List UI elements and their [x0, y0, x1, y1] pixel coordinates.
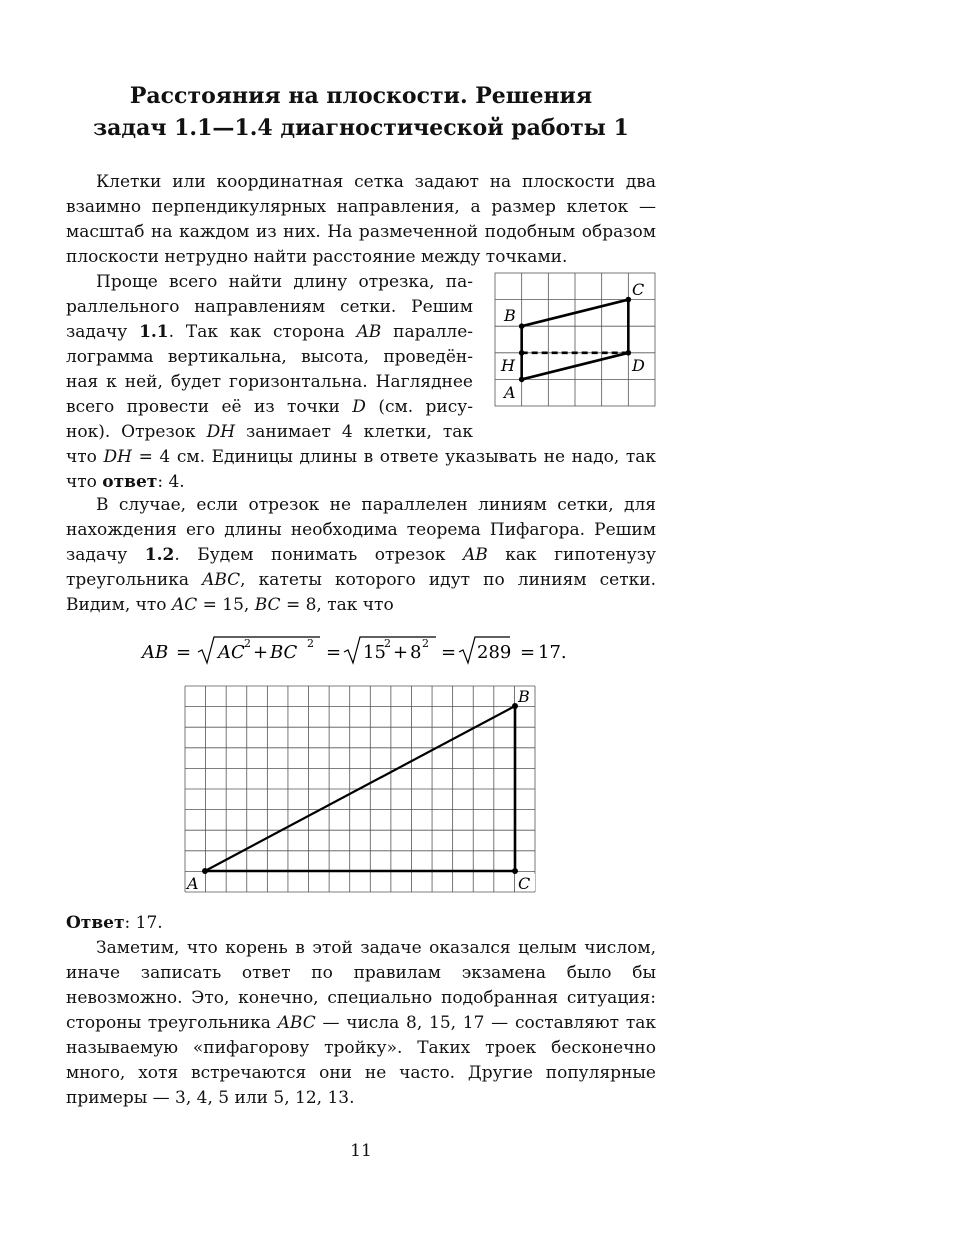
text: что — [66, 447, 104, 467]
title-line-1: Расстояния на плоскости. Решения — [129, 83, 593, 109]
text: = 4 см. Единицы длины в ответе указывать не надо, так что — [66, 447, 656, 492]
f1-exp-2: 2 — [307, 637, 314, 650]
hypotenuse-ab — [205, 706, 515, 871]
f2-plus: + — [393, 642, 409, 663]
eq-4: = — [520, 642, 536, 663]
f1-ac: AC — [218, 642, 245, 663]
label-h: H — [501, 356, 515, 375]
math-var: AB — [462, 545, 488, 565]
math-var: ABC — [277, 1013, 316, 1033]
label-c2: C — [518, 874, 531, 893]
text: . Так как сторона — [168, 322, 357, 342]
answer-label: Ответ — [66, 913, 125, 933]
triangle — [205, 706, 515, 871]
label-b: B — [504, 306, 516, 325]
answer-word: ответ — [102, 472, 158, 492]
f1-exp-1: 2 — [244, 637, 251, 650]
text: паралле- — [381, 322, 473, 342]
f-result: 17. — [538, 642, 567, 663]
label-d: D — [632, 356, 645, 375]
task-ref: 1.2 — [144, 545, 175, 565]
label-a2: A — [187, 874, 199, 893]
text: , катеты которого идут по линиям сетки. Видим, что — [66, 570, 656, 615]
label-c: C — [632, 280, 645, 299]
math-var: AB — [356, 322, 382, 342]
text: — числа 8, 15, 17 — составляют так называемую «пифагорову тройку». Таких троек бесконечно много, хотя встречаются они не часто. Другие популярные примеры — 3, 4, 5 или 5, 12, 13. — [66, 1013, 656, 1108]
p2-rest — [66, 445, 656, 495]
p2-line-2: раллельного направлениям сетки. Решим — [66, 297, 473, 317]
page-number: 11 — [350, 1141, 372, 1161]
figure-parallelogram — [494, 272, 656, 408]
formula-lhs: AB — [142, 642, 169, 663]
text: = 15, — [197, 595, 255, 615]
p2-line-6 — [66, 395, 473, 420]
math-var: BC — [254, 595, 281, 615]
p2-line-1: Проще всего найти длину отрезка, па- — [96, 272, 473, 292]
task-ref: 1.1 — [139, 322, 169, 342]
text: : 4. — [157, 472, 185, 492]
f2-15: 15 — [363, 642, 386, 663]
text: . Будем понимать отрезок — [174, 545, 463, 565]
paragraph-3 — [66, 493, 656, 618]
section-title — [0, 80, 722, 144]
text: всего провести её из точки — [66, 397, 353, 417]
f2-exp-2: 2 — [422, 637, 429, 650]
f2-8: 8 — [410, 642, 422, 663]
text: как гипотенузу треугольника — [66, 545, 656, 590]
f1-bc: BC — [270, 642, 298, 663]
paragraph-4 — [66, 936, 656, 1111]
f3-289: 289 — [477, 642, 512, 663]
math-var: D — [352, 397, 366, 417]
text: Заметим, что корень в этой задаче оказался целым числом, иначе записать ответ по правилам экзамена было бы невозможно. Это, конечно, специально подобранная ситуация: стороны треугольника — [66, 938, 656, 1033]
eq-3: = — [441, 642, 457, 663]
f2-exp-1: 2 — [384, 637, 391, 650]
text: задачу — [66, 322, 140, 342]
figure-triangle — [184, 685, 540, 895]
text: = 8, так что — [280, 595, 394, 615]
text: (см. рису- — [365, 397, 473, 417]
p2-line-4: лограмма вертикальна, высота, проведён- — [66, 347, 473, 367]
answer-line — [66, 911, 656, 936]
eq-2: = — [326, 642, 342, 663]
math-var: AC — [171, 595, 198, 615]
pythagoras-formula — [140, 632, 590, 672]
p2-line-5: ная к ней, будет горизонтальна. Нагляднее — [66, 372, 473, 392]
p2-line-3 — [66, 320, 473, 345]
label-a: A — [504, 383, 516, 402]
text: нок). Отрезок — [66, 422, 207, 442]
math-var: DH — [103, 447, 132, 467]
math-var: ABC — [202, 570, 241, 590]
f1-plus: + — [253, 642, 269, 663]
answer-value: : 17. — [124, 913, 163, 933]
paragraph-1: Клетки или координатная сетка задают на плоскости два взаимно перпендикулярных направления, а размер клеток — масштаб на каждом из них. На размеченной подобным образом плоскости нетрудно найти расстояние между точками. — [66, 172, 656, 267]
p2-line-7 — [66, 420, 473, 445]
math-var: DH — [206, 422, 236, 442]
title-line-2: задач 1.1—1.4 диагностической работы 1 — [93, 115, 629, 141]
text: занимает 4 клетки, так — [235, 422, 473, 442]
label-b2: B — [518, 687, 530, 706]
eq-1: = — [176, 642, 192, 663]
text: В случае, если отрезок не параллелен линиям сетки, для нахождения его длины необходима теорема Пифагора. Решим задачу — [66, 495, 656, 565]
